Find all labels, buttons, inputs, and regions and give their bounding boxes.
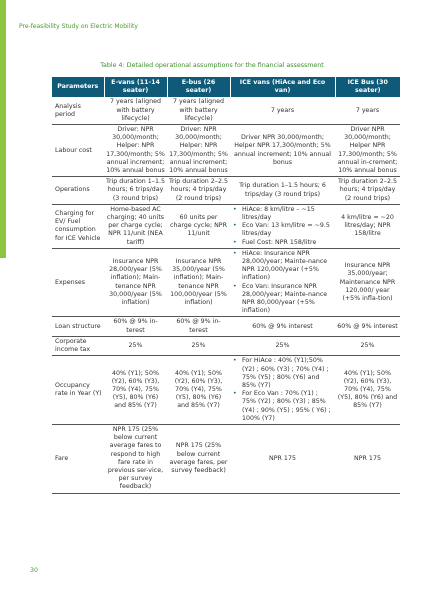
list-item: • HiAce: Insurance NPR 28,000/year; Mainte-nance NPR 120,000/year (+5% inflation) <box>242 250 332 283</box>
ebus-cell: Trip duration 2–2.5 hours; 4 trips/day (2 round trips) <box>167 177 230 205</box>
running-header: Pre-feasibility Study on Electric Mobility <box>19 23 138 30</box>
side-accent-bar <box>0 0 6 258</box>
evan-cell: 60% @ 9% in-terest <box>104 317 167 336</box>
ice-van-cell: Driver NPR 30,000/month; Helper NPR 17,300/month; 5% annual increment; 10% annual bonus <box>230 125 335 177</box>
ebus-cell: NPR 175 (25% below current average fares, per survey feedback) <box>167 424 230 493</box>
header-evans: E-vans (11-14 seater) <box>104 77 167 97</box>
table-row <box>52 204 400 248</box>
list-item: • Eco Van: 13 km/litre ≈ ~9.5 litres/day <box>242 222 332 238</box>
ice-van-cell <box>230 248 335 317</box>
ice-bus-cell: 60% @ 9% interest <box>335 317 400 336</box>
table-header-row <box>52 77 400 97</box>
table-row <box>52 424 400 493</box>
ice-bus-cell: NPR 175 <box>335 424 400 493</box>
ebus-cell: 60% @ 9% in-terest <box>167 317 230 336</box>
ice-bus-cell: Trip duration 2–2.5 hours; 4 trips/day (2 round trips) <box>335 177 400 205</box>
ice-van-cell <box>230 356 335 425</box>
bullet-list <box>233 250 332 316</box>
ebus-cell: 25% <box>167 336 230 355</box>
param-cell: Occupancy rate in Year (Y) <box>52 356 104 425</box>
ebus-cell: 60 units per charge cycle; NPR 11/unit <box>167 204 230 248</box>
ice-bus-cell: 25% <box>335 336 400 355</box>
table-row <box>52 356 400 425</box>
ice-bus-cell: Driver NPR 30,000/month; Helper NPR 17,300/month; 5% annual in-crement; 10% annual bonus <box>335 125 400 177</box>
ice-van-cell: 7 years <box>230 97 335 124</box>
evan-cell: 25% <box>104 336 167 355</box>
assumptions-table <box>52 77 400 494</box>
param-cell: Charging for EV/ Fuel consumption for ICE Vehicle <box>52 204 104 248</box>
header-ice-vans: ICE vans (HiAce and Eco van) <box>230 77 335 97</box>
list-item: • Eco Van: Insurance NPR 28,000/year; Mainte-nance NPR 80,000/year (+5% inflation) <box>242 283 332 316</box>
list-item: • For Eco Van : 70% (Y1) ; 75% (Y2) ; 80% (Y3) ; 85% (Y4) ; 90% (Y5) ; 95% ( Y6) ; 100% (Y7) <box>242 390 332 423</box>
evan-cell: NPR 175 (25% below current average fares to respond to high fare rate in previous ser-vice, per survey feedback) <box>104 424 167 493</box>
param-cell: Fare <box>52 424 104 493</box>
ice-bus-cell: 7 years <box>335 97 400 124</box>
table-row <box>52 125 400 177</box>
evan-cell: Insurance NPR 28,000/year (5% inflation); Main-tenance NPR 30,000/year (5% inflation) <box>104 248 167 317</box>
ice-van-cell: Trip duration 1–1.5 hours; 6 trips/day (3 round trips) <box>230 177 335 205</box>
ebus-cell: 7 years (aligned with battery lifecycle) <box>167 97 230 124</box>
param-cell: Analysis period <box>52 97 104 124</box>
param-cell: Loan structure <box>52 317 104 336</box>
ice-bus-cell: Insurance NPR 35,000/year; Maintenance NPR 120,000/ year (+5% infla-tion) <box>335 248 400 317</box>
ice-van-cell: 25% <box>230 336 335 355</box>
table-row <box>52 336 400 355</box>
ebus-cell: Driver: NPR 30,000/month; Helper: NPR 17,300/month; 5% annual increment; 10% annual bonus <box>167 125 230 177</box>
param-cell: Labour cost <box>52 125 104 177</box>
evan-cell: Driver: NPR 30,000/month; Helper: NPR 17,300/month; 5% annual increment; 10% annual bonus <box>104 125 167 177</box>
table-row <box>52 317 400 336</box>
param-cell: Expenses <box>52 248 104 317</box>
ebus-cell: 40% (Y1); 50% (Y2), 60% (Y3), 70% (Y4), 75% (Y5), 80% (Y6) and 85% (Y7) <box>167 356 230 425</box>
page-number: 30 <box>30 567 39 574</box>
list-item: • Fuel Cost: NPR 158/litre <box>242 239 332 247</box>
param-cell: Operations <box>52 177 104 205</box>
ice-van-cell: 60% @ 9% interest <box>230 317 335 336</box>
table-caption: Table 4: Detailed operational assumptions for the financial assessment <box>100 62 324 69</box>
header-ebus: E-bus (26 seater) <box>167 77 230 97</box>
bullet-list <box>233 206 332 247</box>
ice-van-cell <box>230 204 335 248</box>
evan-cell: Home-based AC charging; 40 units per charge cycle; NPR 11/unit (NEA tariff) <box>104 204 167 248</box>
evan-cell: 40% (Y1); 50% (Y2), 60% (Y3), 70% (Y4), 75% (Y5), 80% (Y6) and 85% (Y7) <box>104 356 167 425</box>
list-item: • For HiAce : 40% (Y1);50% (Y2) ; 60% (Y3) ; 70% (Y4) ; 75% (Y5) ; 80% (Y6) and 85% (Y7) <box>242 357 332 390</box>
ice-bus-cell: 40% (Y1); 50% (Y2), 60% (Y3), 70% (Y4), 75% (Y5), 80% (Y6) and 85% (Y7) <box>335 356 400 425</box>
table-row <box>52 97 400 124</box>
table-row <box>52 248 400 317</box>
list-item: • HiAce: 8 km/litre – ~15 litres/day <box>242 206 332 222</box>
ice-van-cell: NPR 175 <box>230 424 335 493</box>
evan-cell: Trip duration 1–1.5 hours; 6 trips/day (3 round trips) <box>104 177 167 205</box>
header-ice-bus: ICE Bus (30 seater) <box>335 77 400 97</box>
ebus-cell: Insurance NPR 35,000/year (5% inflation); Main-tenance NPR 100,000/year (5% inflation) <box>167 248 230 317</box>
param-cell: Corporate income tax <box>52 336 104 355</box>
table-row <box>52 177 400 205</box>
header-parameters: Parameters <box>52 77 104 97</box>
ice-bus-cell: 4 km/litre ≈ ~20 litres/day; NPR 158/litre <box>335 204 400 248</box>
evan-cell: 7 years (aligned with battery lifecycle) <box>104 97 167 124</box>
bullet-list <box>233 357 332 423</box>
